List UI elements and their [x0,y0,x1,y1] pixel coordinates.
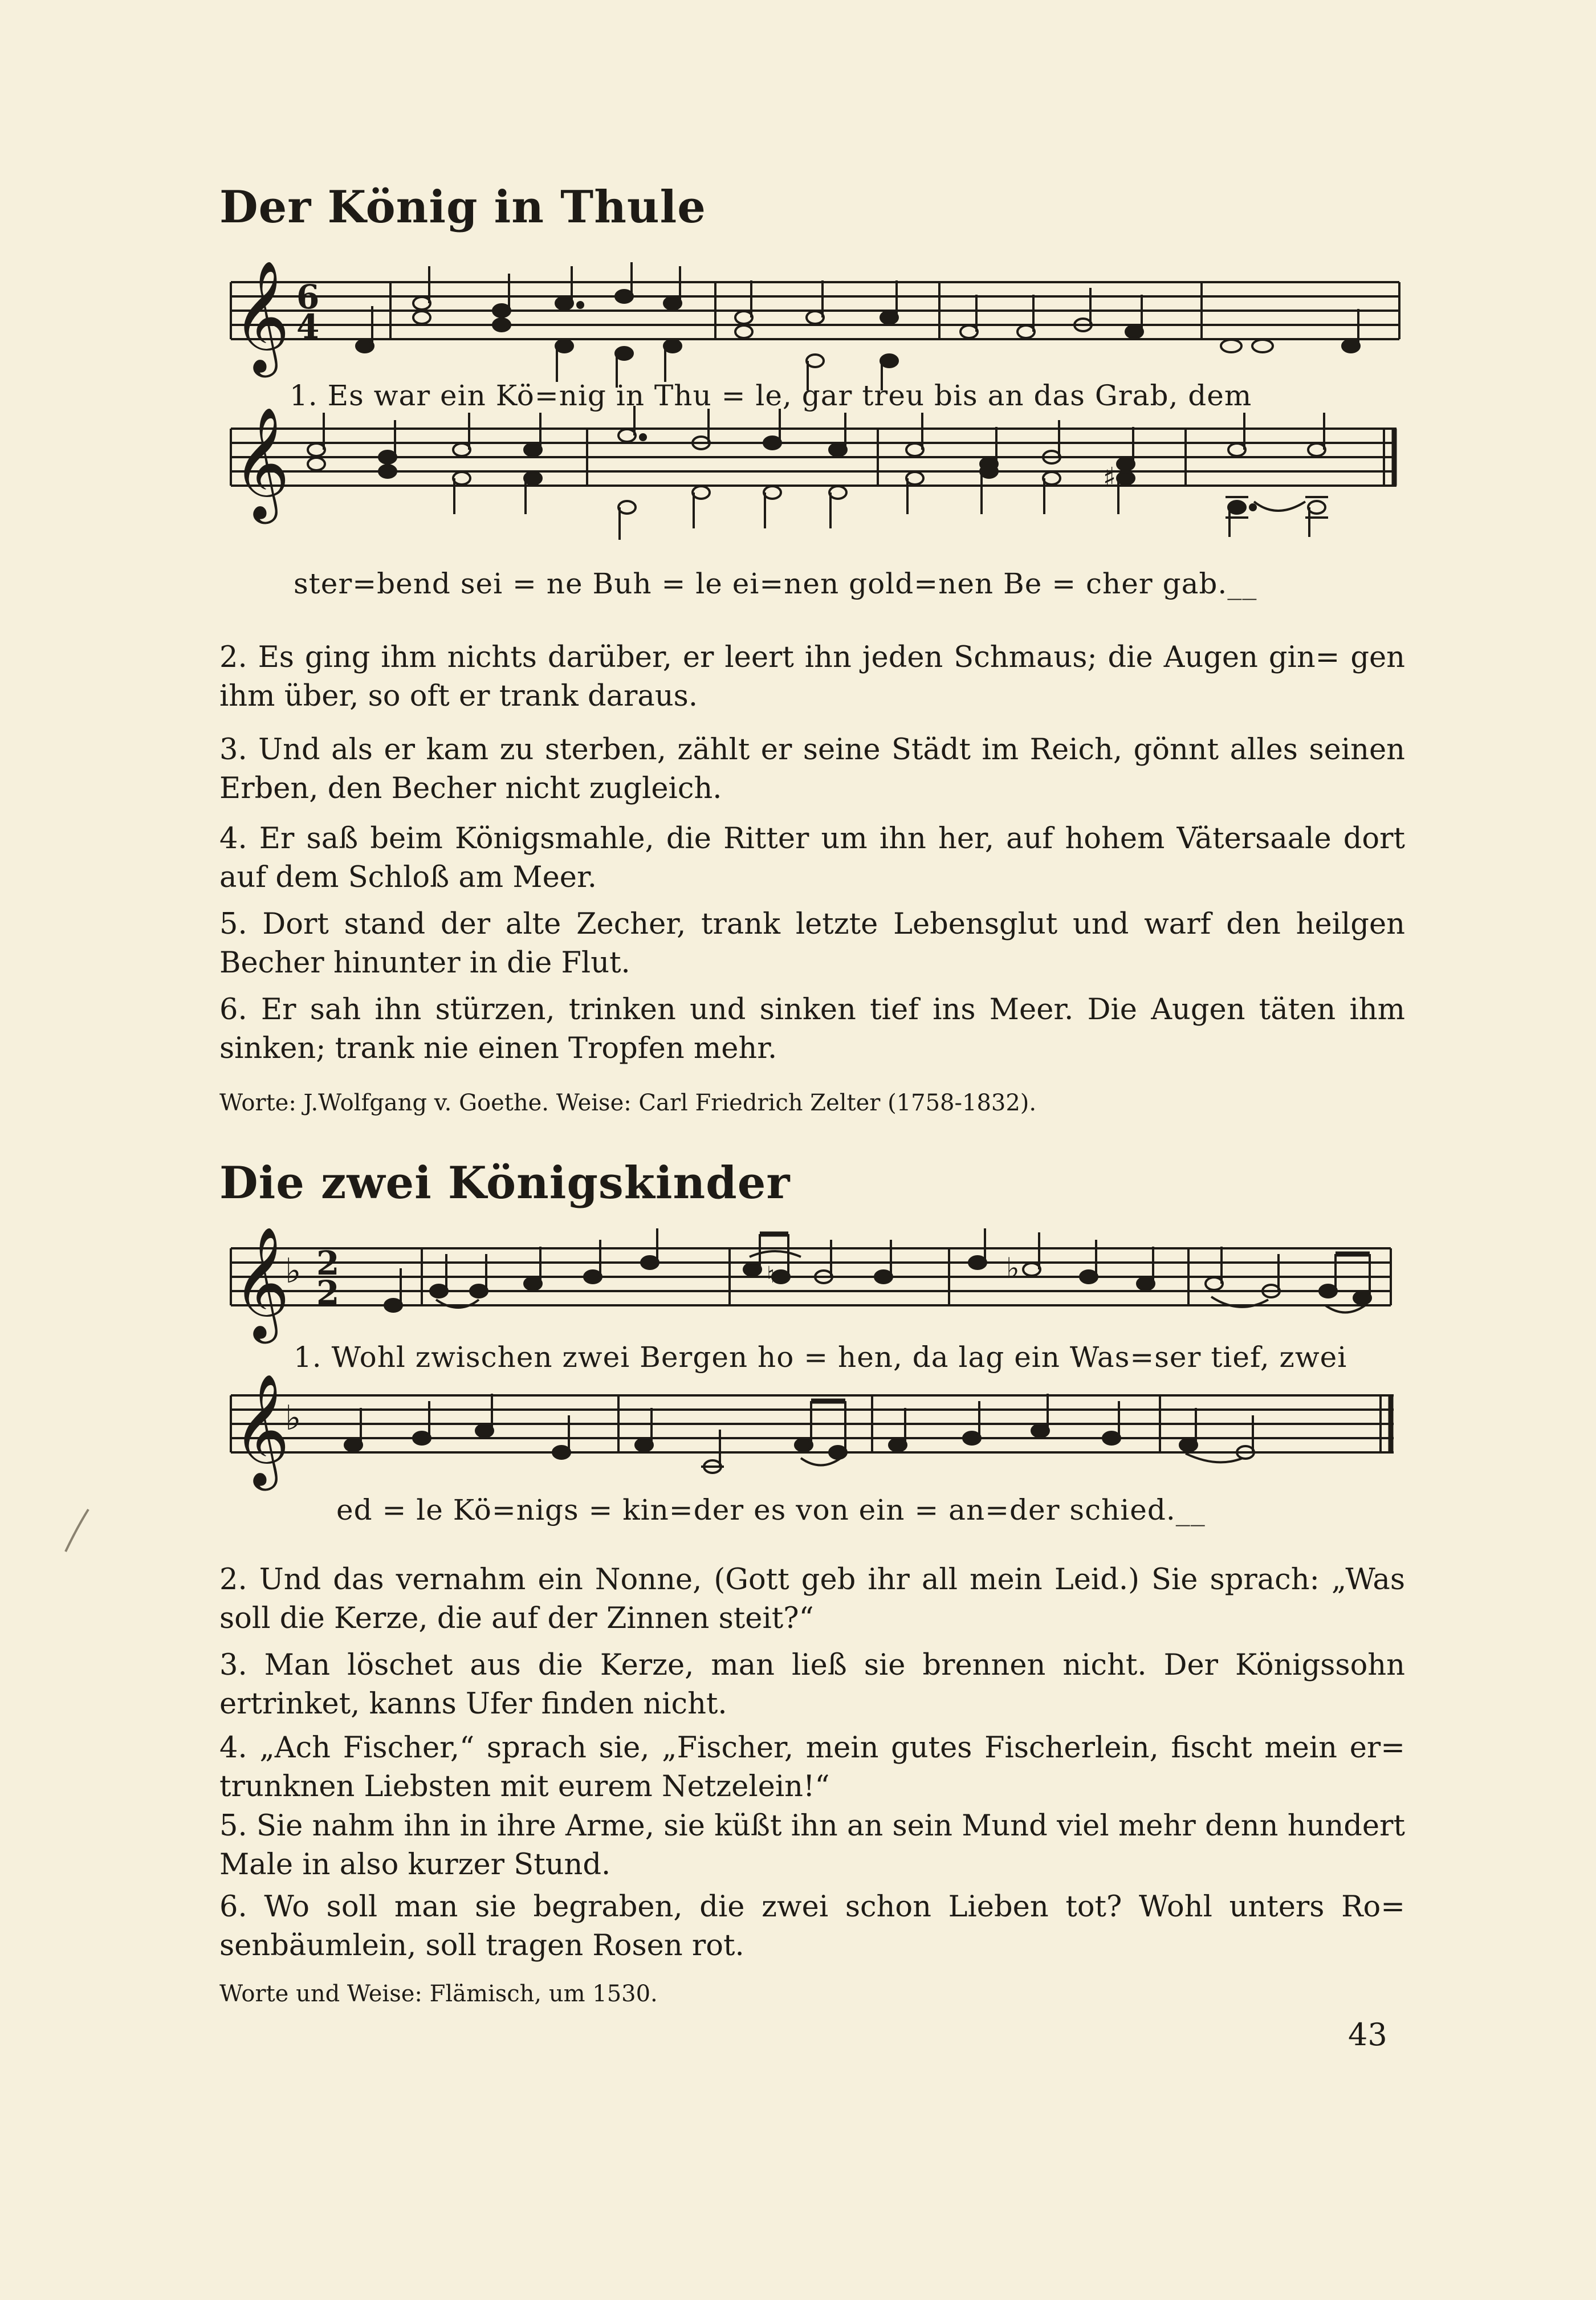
treble-clef-icon: 𝄞 [233,1226,290,1339]
note [1080,1271,1097,1283]
note [664,340,681,352]
note [618,501,636,514]
note [875,1271,892,1283]
note [889,1439,906,1451]
note [735,325,752,338]
note [881,311,898,324]
note [493,319,510,331]
note [345,1439,362,1451]
verse: 2. Es ging ihm nichts darüber, er leert ihn jeden Schmaus; die Augen gin= gen ihm über, so oft er trank daraus. [219,641,1405,713]
note [772,1271,789,1283]
note [453,443,470,456]
note [616,347,633,360]
time-signature-bottom: 2 [316,1273,340,1312]
note [356,340,373,352]
note [1228,501,1245,514]
note [1342,340,1359,352]
note [1137,1277,1154,1290]
note [1206,1277,1223,1290]
note [1228,443,1245,456]
note [881,355,898,367]
page-number: 43 [1348,2017,1387,2053]
note [1252,340,1273,352]
note [829,1446,846,1459]
note [807,311,824,324]
note [524,1277,542,1290]
verse: 2. Und das vernahm ein Nonne, (Gott geb ihr all mein Leid.) Sie sprach: „Was soll die Kerze, die auf der Zinnen steit?“ [219,1563,1405,1635]
music-staff [0,1373,1596,1509]
lyric-line: 1. Es war ein Kö=nig in Thu = le, gar treu bis an das Grab, dem [290,379,1252,412]
verse: 6. Er sah ihn stürzen, trinken und sinken tief ins Meer. Die Augen täten ihm sinken; trank nie einen Tropfen mehr. [219,993,1405,1065]
flat-icon: ♭ [1006,1252,1020,1285]
note [795,1439,812,1451]
flat-icon: ♭ [285,1398,302,1438]
note [906,443,923,456]
note [829,486,846,499]
note [584,1271,601,1283]
note [980,465,997,478]
song-title: Die zwei Königskinder [219,1157,791,1209]
note [807,355,824,367]
note [308,458,325,470]
note [1103,1432,1120,1444]
verse: 6. Wo soll man sie begraben, die zwei schon Lieben tot? Wohl unters Ro= senbäumlein, soll tragen Rosen rot. [219,1890,1405,1963]
note [553,1446,570,1459]
note [430,1285,447,1297]
note [453,472,470,485]
verse: 4. Er saß beim Königsmahle, die Ritter um ihn her, auf hohem Vätersaale dort auf dem Schloß am Meer. [219,822,1405,894]
note [556,297,573,310]
sharp-icon: ♯ [1103,462,1117,494]
flat-icon: ♭ [285,1251,302,1291]
note [385,1299,402,1312]
music-staff [0,406,1596,543]
note [1308,501,1325,514]
note [556,340,573,352]
note [693,486,710,499]
note [906,472,923,485]
note [1023,1263,1040,1276]
time-signature-top: 6 [296,278,320,316]
note [1126,325,1143,338]
note [960,325,978,338]
credit-line: Worte und Weise: Flämisch, um 1530. [219,1981,658,2007]
note [379,451,396,463]
treble-clef-icon: 𝄞 [233,406,290,519]
note [524,443,542,456]
note [493,304,510,317]
note [829,443,846,456]
note [470,1285,487,1297]
note [413,1432,430,1444]
music-staff [0,259,1596,396]
time-signature-top: 2 [316,1244,340,1283]
note [1043,472,1060,485]
note [1320,1285,1337,1297]
song-title: Der König in Thule [219,181,706,233]
verse: 5. Dort stand der alte Zecher, trank letzte Lebensglut und warf den heilgen Becher hinunter in die Flut. [219,907,1405,980]
verse: 3. Und als er kam zu sterben, zählt er seine Städt im Reich, gönnt alles seinen Erben, den Becher nicht zugleich. [219,733,1405,805]
treble-clef-icon: 𝄞 [233,260,290,373]
time-signature-bottom: 4 [296,307,320,346]
note [963,1432,980,1444]
note [764,437,781,449]
note [413,311,430,324]
lyric-line: ster=bend sei = ne Buh = le ei=nen gold=nen Be = cher gab.__ [294,567,1257,600]
note [764,486,781,499]
verse: 5. Sie nahm ihn in ihre Arme, sie küßt ihn an sein Mund viel mehr denn hundert Male in also kurzer Stund. [219,1809,1405,1882]
note [969,1256,986,1269]
note [379,465,396,478]
treble-clef-icon: 𝄞 [233,1373,290,1486]
note [1354,1292,1371,1304]
note [1017,325,1035,338]
note [641,1256,658,1269]
note [636,1439,653,1451]
note [1221,340,1241,352]
note [744,1263,761,1276]
note [1117,472,1134,485]
note [476,1424,493,1437]
note [1180,1439,1197,1451]
credit-line: Worte: J.Wolfgang v. Goethe. Weise: Carl Friedrich Zelter (1758-1832). [219,1090,1037,1116]
note [735,311,752,324]
note [1117,458,1134,470]
verse: 3. Man löschet aus die Kerze, man ließ sie brennen nicht. Der Königssohn ertrinket, kanns Ufer finden nicht. [219,1648,1405,1721]
note [1032,1424,1049,1437]
natural-mark: ♮ [767,1262,775,1288]
lyric-line: ed = le Kö=nigs = kin=der es von ein = an=der schied.__ [336,1493,1206,1526]
note [664,297,681,310]
lyric-line: 1. Wohl zwischen zwei Bergen ho = hen, da lag ein Was=ser tief, zwei [294,1341,1347,1374]
note [1308,443,1325,456]
note [524,472,542,485]
note [618,429,636,442]
verse: 4. „Ach Fischer,“ sprach sie, „Fischer, mein gutes Fischerlein, fischt mein er= trunknen Liebsten mit eurem Netzelein!“ [219,1731,1405,1804]
note [413,297,430,310]
note [616,290,633,303]
note [308,443,325,456]
pencil-mark [60,1505,94,1556]
